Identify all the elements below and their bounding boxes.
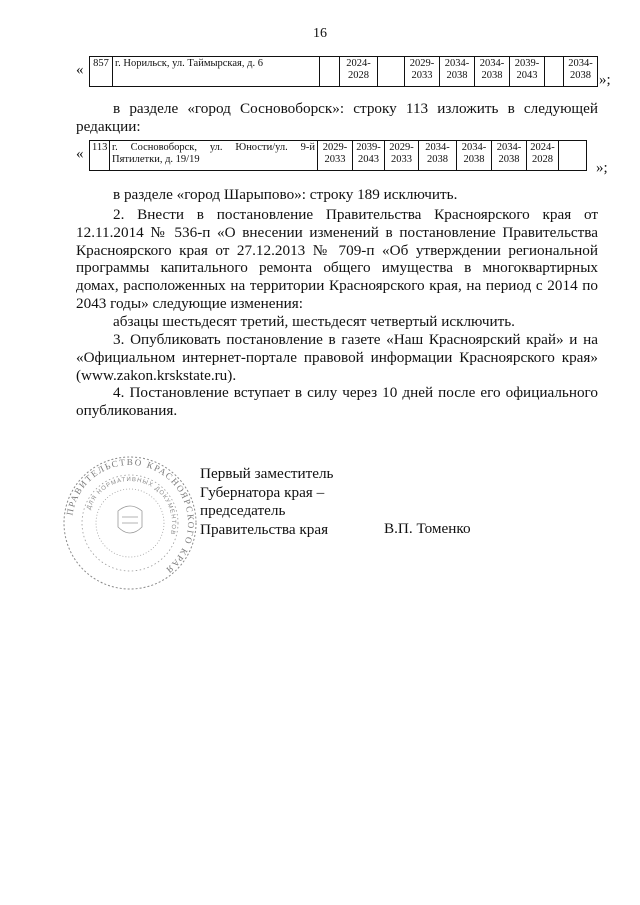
table2-close-quote: »; xyxy=(596,160,608,176)
table-cell: 2034- 2038 xyxy=(564,57,598,87)
page-number: 16 xyxy=(313,26,327,41)
paragraph-item-4: 4. Постановление вступает в силу через 10 дней после его официального опубликования. xyxy=(76,384,598,419)
table-cell: 2024- 2028 xyxy=(527,141,559,171)
table-cell: 2039- 2043 xyxy=(353,141,385,171)
table-cell xyxy=(378,57,405,87)
table-cell xyxy=(320,57,340,87)
table1-close-quote: »; xyxy=(599,72,611,88)
table1-open-quote: « xyxy=(76,62,84,78)
table-cell: 2029- 2033 xyxy=(405,57,440,87)
svg-text:ДЛЯ НОРМАТИВНЫХ ДОКУМЕНТОВ: ДЛЯ НОРМАТИВНЫХ ДОКУМЕНТОВ xyxy=(86,476,177,536)
signatory-name: В.П. Томенко xyxy=(384,520,471,537)
table-cell: 2034- 2038 xyxy=(492,141,527,171)
table-cell: 2034- 2038 xyxy=(475,57,510,87)
table-cell: 2034- 2038 xyxy=(440,57,475,87)
signatory-line-1: Первый заместитель xyxy=(200,465,334,482)
table-cell: 2034- 2038 xyxy=(457,141,492,171)
table-row-113 xyxy=(89,140,587,171)
table-row-857 xyxy=(89,56,598,87)
table-cell: г. Сосновоборск, ул. Юности/ул. 9-й Пятилетки, д. 19/19 xyxy=(110,141,318,171)
signatory-line-2: Губернатора края – xyxy=(200,483,325,501)
official-seal xyxy=(62,453,198,593)
paragraph-item-3: 3. Опубликовать постановление в газете «Наш Красноярский край» и на «Официальном интернет-портале правовой информации Красноярского края» (www.zakon.krskstate.ru). xyxy=(76,331,598,384)
table-cell xyxy=(559,141,587,171)
table-cell: 2034- 2038 xyxy=(419,141,457,171)
paragraph-paragraphs-exclusion: абзацы шестьдесят третий, шестьдесят четвертый исключить. xyxy=(113,313,515,330)
table-cell: 113 xyxy=(90,141,110,171)
table-cell: 857 xyxy=(90,57,113,87)
table-cell: 2039- 2043 xyxy=(510,57,545,87)
table-cell xyxy=(545,57,564,87)
paragraph-sosnovoborsk: в разделе «город Сосновоборск»: строку 113 изложить в следующей редакции: xyxy=(76,100,598,135)
svg-text:ПРАВИТЕЛЬСТВО КРАСНОЯРСКОГО КР: ПРАВИТЕЛЬСТВО КРАСНОЯРСКОГО КРАЯ xyxy=(64,456,197,576)
table-cell: г. Норильск, ул. Таймырская, д. 6 xyxy=(113,57,320,87)
signatory-title xyxy=(200,465,333,539)
table2-open-quote: « xyxy=(76,146,84,162)
table-cell: 2029- 2033 xyxy=(318,141,353,171)
table-cell: 2024- 2028 xyxy=(340,57,378,87)
signatory-line-3: председатель xyxy=(200,502,286,519)
paragraph-item-2: 2. Внести в постановление Правительства Красноярского края от 12.11.2014 № 536-п «О внесении изменений в постановление Правительства Красноярского края от 27.12.2013 № 709-п «Об утверждении региональной программы капитального ремонта общего имущества в многоквартирных домах, расположенных на территории Красноярского края, на период с 2014 по 2043 годы» следующие изменения: xyxy=(76,206,598,312)
signatory-line-4: Правительства края xyxy=(200,520,329,538)
paragraph-sharypovo: в разделе «город Шарыпово»: строку 189 исключить. xyxy=(113,186,458,203)
table-cell: 2029- 2033 xyxy=(385,141,419,171)
